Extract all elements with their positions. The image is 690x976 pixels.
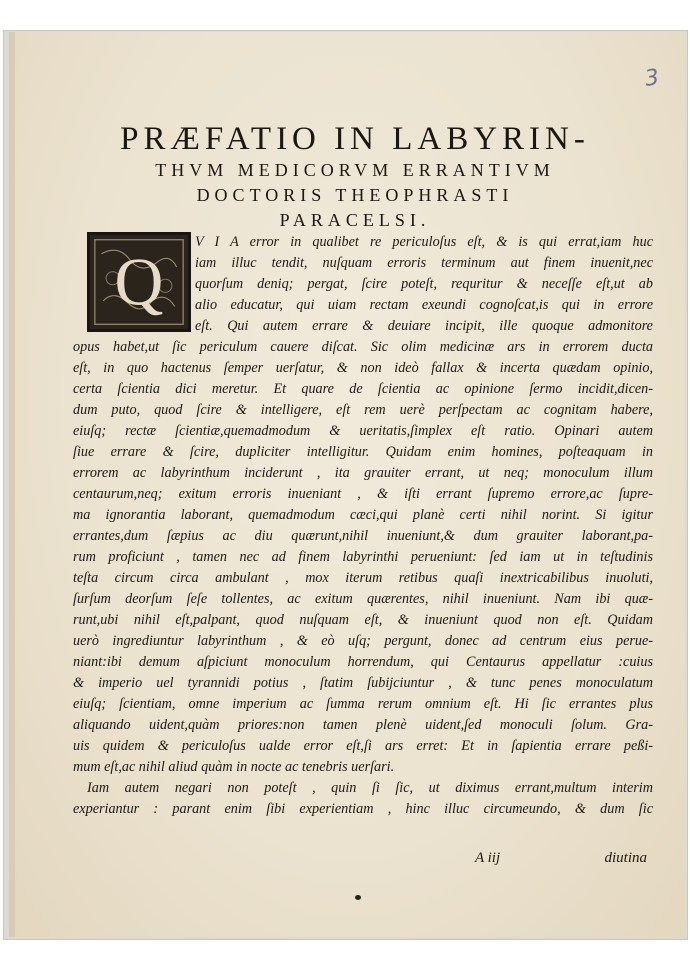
text-line: eiuſq; rectæ ſcientiæ,quemadmodum & ueritatis,ſimplex eſt ratio. Opinari autem [73,423,653,439]
text-line: certa ſcientia dici meretur. Et quare de ſcientia ac opinione ſermo incidit,dicen- [73,381,653,397]
text-line: errorem ac labyrinthum inciderunt , ita grauiter errant, ut neq; monoculum illum [73,465,653,481]
text-line: ma ignorantia laborant, quemadmodum cæci,qui planè certi nihil norint. Si igitur [73,507,653,523]
text-line: eſt. Qui autem errare & deuiare incipit, ille quoque admonitore [195,318,653,334]
catchword: diutina [604,850,647,866]
text-line: mum eſt,ac nihil aliud quàm in nocte ac tenebris uerſari. [73,759,395,775]
title-line-4: PARACELSI. [279,210,431,230]
title-line-1: PRÆFATIO IN LABYRIN- [120,121,590,157]
svg-text:Q: Q [114,244,164,320]
text-line: errantes,dum ſæpius ac diu quærunt,nihil inueniunt,& dum grauiter laborant,pa- [73,528,653,544]
book-page [9,32,685,937]
title-line-3: DOCTORIS THEOPHRASTI [196,185,514,205]
text-line: opus habet,ut ſic periculum cauere diſcat. Sic olim medicinæ ars in errorem ducta [73,339,653,355]
text-line: ſiue errare & ſcire, dupliciter intelligitur. Quidam enim homines, poſteaquam in [73,444,653,460]
text-line: niant:ibi demum aſpiciunt monoculum horrendum, qui Centaurus appellatur :cuius [73,654,653,670]
text-line: centaurum,neq; exitum erroris inueniant , & iſti errant ſupremo errore,ac ſupre- [73,486,653,502]
text-line: quorſum deniq; pergat, ſcire poteſt, requritur & neceſſe eſt,ut ab [195,276,653,292]
title-line-2: THVM MEDICORVM ERRANTIVM [155,160,555,180]
text-line: rum proficiunt , tamen nec ad finem labyrinthi perueniunt: ſed iam ut in teſtudinis [73,549,653,565]
text-line: V I A error in qualibet re periculoſus eſt, & is qui errat,iam huc [195,234,653,250]
scan-frame [3,30,688,940]
page-title [85,120,625,233]
page-footer [73,850,653,871]
text-line: runt,ubi nihil eſt,palpant, quod nuſquam eſt, & inueniunt quod non eſt. Quidam [73,612,653,628]
text-line: iam illuc tendit, nuſquam erroris terminum aut finem inuenit,nec [195,255,653,271]
text-line: dum puto, quod ſcire & intelligere, eſt rem uerè perſpectam ac cognitam habere, [73,402,653,418]
text-line: & imperio uel tyrannidi potius , ſtatim ſubijciuntur , & tunc penes monoculatum [73,675,653,691]
text-line: eſt, in quo hactenus ſemper uerſatur, & non ideò fallax & incerta quædam opinio, [73,360,653,376]
text-line: ſurſum deorſum ſeſe tollentes, ac exitum quærentes, nihil inueniunt. Nam ibi quæ- [73,591,653,607]
text-line: experiantur : parant enim ſibi experientiam , hinc illuc circumeundo, & dum ſic [73,801,653,817]
folio-mark: 3 [643,65,661,92]
body-text [73,232,653,820]
signature-mark: A iij [475,850,501,866]
text-line: Iam autem negari non poteſt , quin ſi ſic, ut diximus errant,multum interim [87,780,653,796]
text-line: uis quidem & periculoſus ualde error eſt,ſi ars erret: Et in ſapientia errare peßi- [73,738,653,754]
text-line: teſta circum circa ambulant , mox iterum retibus quaſi inextricabilibus inuoluti, [73,570,653,586]
text-line: eiuſq; ſcientiam, omne imperium ac ſumma rerum omnium eſt. Hi ſic errantes plus [73,696,653,712]
text-line: alio educatur, qui uiam rectam exeundi cognoſcat,is qui in errore [195,297,653,313]
text-line: aliquando uident,quàm priores:non tamen plenè uident,ſed monoculi ſolum. Gra- [73,717,653,733]
ink-speck [355,895,361,900]
text-line: uerò ingrediuntur labyrinthum , & eò uſq; pergunt, donec ad centrum eius perue- [73,633,653,649]
